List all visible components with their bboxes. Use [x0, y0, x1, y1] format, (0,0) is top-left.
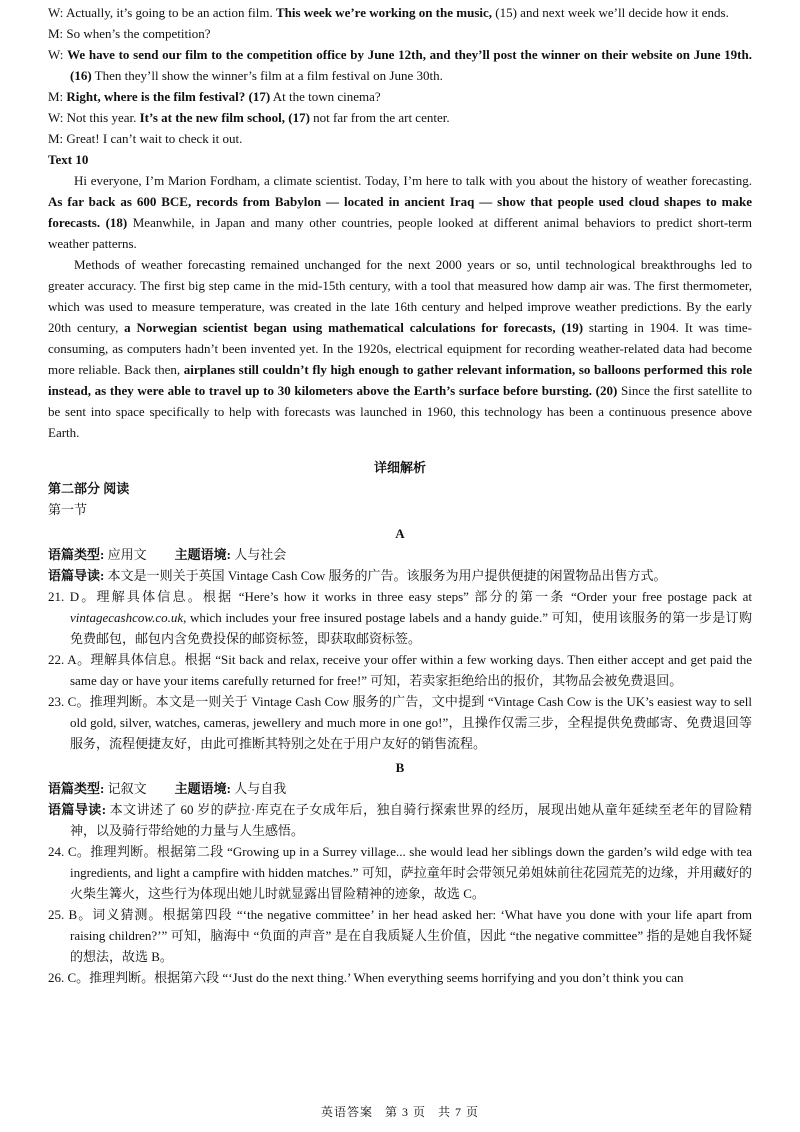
speaker: W:: [48, 110, 64, 125]
dialogue-line: W: We have to send our film to the competition office by June 12th, and they’ll post the winner on their website on June 19th. (16) Then they’ll show the winner’s film at a film festival on June 30th.: [48, 47, 752, 83]
passage-b-label: B: [395, 760, 405, 775]
dialogue-line: W: Actually, it’s going to be an action film. This week we’re working on the music, (15) and next week we’ll decide how it ends.: [48, 5, 729, 20]
passage-a-guide: 语篇导读: 本文是一则关于英国 Vintage Cash Cow 服务的广告。该服务为用户提供便捷的闲置物品出售方式。: [48, 568, 667, 583]
text10-heading: Text 10: [48, 152, 89, 167]
passage-b-meta: 语篇类型: 记叙文 主题语境: 人与自我: [48, 781, 287, 796]
dialogue-line: M: Great! I can’t wait to check it out.: [48, 131, 243, 146]
speaker: M:: [48, 26, 64, 41]
question-22: 22. A。理解具体信息。根据 “Sit back and relax, receive your offer within a few working days. Then either accept and get paid the same day or have your items carefully returned for free!” 可知，若卖家拒绝给出的报价，其物品会被免费退回。: [48, 652, 753, 688]
passage-a-label: A: [395, 526, 405, 541]
page-footer: 英语答案 第 3 页 共 7 页: [320, 1105, 480, 1119]
speaker: W:: [48, 47, 64, 62]
analysis-title: 详细解析: [373, 460, 426, 475]
section-heading: 第一节: [48, 502, 88, 517]
passage-a-meta: 语篇类型: 应用文 主题语境: 人与社会: [48, 547, 287, 562]
dialogue-line: W: Not this year. It’s at the new film school, (17) not far from the art center.: [48, 110, 450, 125]
part-heading: 第二部分 阅读: [48, 481, 130, 496]
text10-paragraph-1: Hi everyone, I’m Marion Fordham, a climate scientist. Today, I’m here to talk with you about the history of weather forecasting. As far back as 600 BCE, records from Babylon — located in ancient Iraq — show that people used cloud shapes to make forecasts. (18) Meanwhile, in Japan and many other countries, people looked at different animal behaviors to predict short-term weather patterns.: [48, 173, 752, 251]
passage-b-guide: 语篇导读: 本文讲述了 60 岁的萨拉·库克在子女成年后，独自骑行探索世界的经历，展现出她从童年延续至老年的冒险精神，以及骑行带给她的力量与人生感悟。: [48, 802, 752, 838]
question-23: 23. C。推理判断。本文是一则关于 Vintage Cash Cow 服务的广告，文中提到 “Vintage Cash Cow is the UK’s easiest way to sell old gold, silver, watches, cameras, jewellery and much more in one go!”，且操作仅需三步，全程提供免费邮寄、免费退回等服务，流程便捷友好，由此可推断其特别之处在于用户友好的销售流程。: [48, 694, 753, 751]
question-24: 24. C。推理判断。根据第二段 “Growing up in a Surrey village... she would lead her siblings down the garden’s wild edge with tea ingredients, and light a campfire with hidden matches.” 可知，萨拉童年时会带领兄弟姐妹前往花园荒芜的边缘，并用藏好的火柴生篝火，这些行为体现出她儿时就显露出冒险精神的迹象，故选 C。: [48, 844, 752, 901]
dialogue-line: M: So when’s the competition?: [48, 26, 211, 41]
speaker: M:: [48, 131, 64, 146]
speaker: M:: [48, 89, 64, 104]
speaker: W:: [48, 5, 64, 20]
question-25: 25. B。词义猜测。根据第四段 “‘the negative committee’ in her head asked her: ‘What have you done with your life apart from raising children?’” 可知，脑海中 “负面的声音” 是在自我质疑人生价值，因此 “the negative committee” 指的是她自我怀疑的想法，故选 B。: [48, 907, 753, 964]
text10-paragraph-2: Methods of weather forecasting remained unchanged for the next 2000 years or so, until technological breakthroughs led to greater accuracy. The first big step came in the mid-15th century, with a tool that measured how damp air was. The first thermometer, which was used to measure temperature, was created in the late 16th century and helped improve weather predictions. By the early 20th century, a Norwegian scientist began using mathematical calculations for forecasts, (19) starting in 1904. It was time-consuming, as computers hadn’t been invented yet. In the 1920s, electrical equipment for recording weather-related data had become more reliable. Back then, airplanes still couldn’t fly high enough to gather relevant information, so balloons performed this role instead, as they were able to travel up to 30 kilometers above the Earth’s surface before bursting. (20) Since the first satellite to be sent into space specifically to help with forecasts was launched in 1960, this technology has been a continuous presence above Earth.: [48, 257, 753, 440]
question-26: 26. C。推理判断。根据第六段 “‘Just do the next thing.’ When everything seems horrifying and you don’t think you can: [48, 970, 684, 985]
dialogue-line: M: Right, where is the film festival? (17) At the town cinema?: [48, 89, 381, 104]
page-content: [48, 2, 752, 988]
question-21: 21. D。理解具体信息。根据 “Here’s how it works in three easy steps” 部分的第一条 “Order your free postage pack at vintagecashcow.co.uk, which includes your free insured postage labels and a handy guide.” 可知，使用该服务的第一步是订购免费邮包，邮包内含免费投保的邮资标签，即获取邮资标签。: [48, 589, 753, 646]
dialogue: [48, 2, 752, 149]
